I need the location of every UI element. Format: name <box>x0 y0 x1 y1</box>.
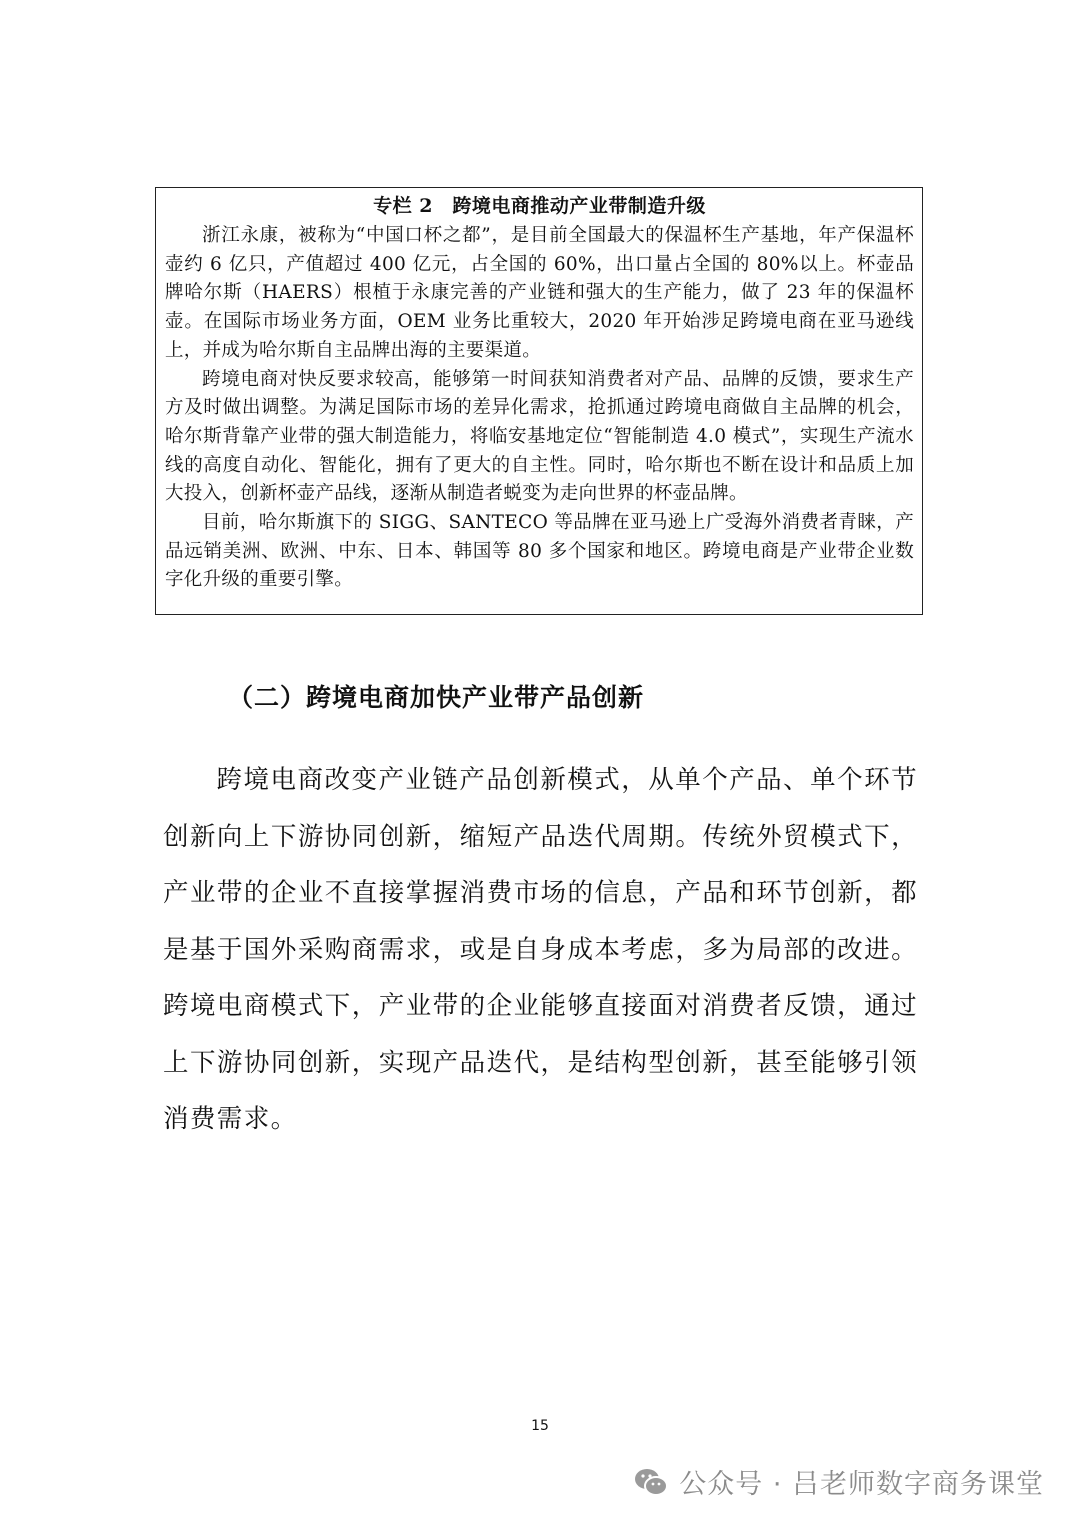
body-paragraph: 跨境电商改变产业链产品创新模式，从单个产品、单个环节创新向上下游协同创新，缩短产品迭代周期。传统外贸模式下，产业带的企业不直接掌握消费市场的信息，产品和环节创新，都是基于国外采购商需求，或是自身成本考虑，多为局部的改进。跨境电商模式下，产业带的企业能够直接面对消费者反馈，通过上下游协同创新，实现产品迭代，是结构型创新，甚至能够引领消费需求。 <box>163 765 918 1134</box>
sidebar-paragraph-2: 跨境电商对快反要求较高，能够第一时间获知消费者对产品、品牌的反馈，要求生产方及时做出调整。为满足国际市场的差异化需求，抢抓通过跨境电商做自主品牌的机会，哈尔斯背靠产业带的强大制造能力，将临安基地定位“智能制造 4.0 模式”，实现生产流水线的高度自动化、智能化，拥有了更大的自主性。同时，哈尔斯也不断在设计和品质上加大投入，创新杯壶产品线，逐渐从制造者蜕变为走向世界的杯壶品牌。 <box>165 368 914 505</box>
wechat-icon <box>633 1466 669 1498</box>
watermark-text: 公众号 · 吕老师数字商务课堂 <box>679 1469 1044 1500</box>
sidebar-paragraph-3: 目前，哈尔斯旗下的 SIGG、SANTECO 等品牌在亚马逊上广受海外消费者青睐，产品远销美洲、欧洲、中东、日本、韩国等 80 多个国家和地区。跨境电商是产业带企业数字化升级的重要引擎。 <box>165 512 914 591</box>
watermark <box>633 1462 1044 1501</box>
page-number: 15 <box>531 1418 549 1434</box>
section-heading: （二）跨境电商加快产业带产品创新 <box>228 683 645 712</box>
sidebar-box-title: 专栏 2 跨境电商推动产业带制造升级 <box>373 195 706 217</box>
sidebar-paragraph-1: 浙江永康，被称为“中国口杯之都”，是目前全国最大的保温杯生产基地，年产保温杯壶约 6 亿只，产值超过 400 亿元，占全国的 60%，出口量占全国的 80%以上。杯壶品牌哈尔斯（HAERS）根植于永康完善的产业链和强大的生产能力，做了 23 年的保温杯壶。在国际市场业务方面，OEM 业务比重较大，2020 年开始涉足跨境电商在亚马逊线上，并成为哈尔斯自主品牌出海的主要渠道。 <box>165 225 914 361</box>
sidebar-box <box>155 187 923 615</box>
